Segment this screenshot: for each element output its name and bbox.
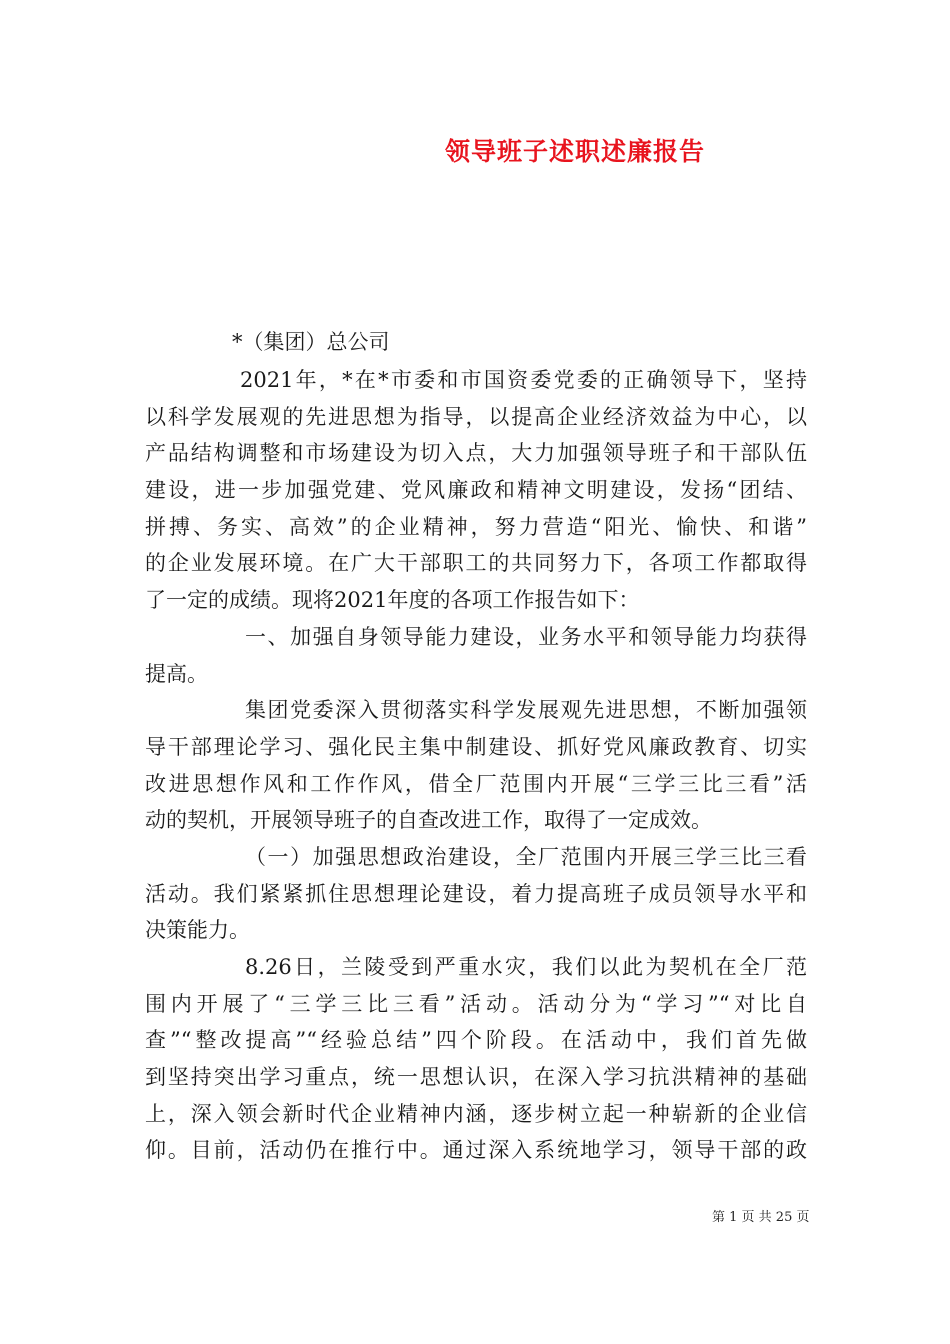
body-line: 产品结构调整和市场建设为切入点，大力加强领导班子和干部队伍	[145, 441, 807, 466]
subsection-heading-line: （一）加强思想政治建设，全厂范围内开展三学三比三看	[245, 844, 807, 869]
body-line: 围内开展了“三学三比三看”活动。活动分为“学习”“对比自	[145, 991, 807, 1016]
document-body	[145, 362, 807, 1169]
body-line: 决策能力。	[145, 918, 250, 943]
body-line: 查”“整改提高”“经验总结”四个阶段。在活动中，我们首先做	[145, 1028, 807, 1053]
page-number: 第 1 页 共 25 页	[712, 1210, 810, 1225]
body-line: 到坚持突出学习重点，统一思想认识，在深入学习抗洪精神的基础	[145, 1065, 807, 1090]
section-heading-line: 提高。	[145, 661, 208, 686]
body-line: 建设，进一步加强党建、党风廉政和精神文明建设，发扬“团结、	[145, 478, 807, 503]
section-heading-line: 一、加强自身领导能力建设，业务水平和领导能力均获得	[245, 624, 807, 649]
body-line: 动的契机，开展领导班子的自查改进工作，取得了一定成效。	[145, 808, 712, 833]
body-line: 导干部理论学习、强化民主集中制建设、抓好党风廉政教育、切实	[145, 734, 807, 759]
body-line: 以科学发展观的先进思想为指导，以提高企业经济效益为中心，以	[145, 404, 807, 429]
body-line: 集团党委深入贯彻落实科学发展观先进思想，不断加强领	[245, 698, 807, 723]
body-line: 的企业发展环境。在广大干部职工的共同努力下，各项工作都取得	[145, 551, 807, 576]
body-line: 活动。我们紧紧抓住思想理论建设，着力提高班子成员领导水平和	[145, 881, 807, 906]
body-line: 8.26日，兰陵受到严重水灾，我们以此为契机在全厂范	[245, 955, 807, 979]
body-line: 了一定的成绩。现将2021年度的各项工作报告如下：	[145, 588, 640, 613]
body-line: 2021年，*在*市委和市国资委党委的正确领导下，坚持	[240, 368, 807, 392]
body-line: 拼搏、务实、高效”的企业精神，努力营造“阳光、愉快、和谐”	[145, 514, 807, 539]
addressee: *（集团）总公司	[232, 330, 390, 354]
body-line: 改进思想作风和工作作风，借全厂范围内开展“三学三比三看”活	[145, 771, 807, 796]
body-line: 仰。目前，活动仍在推行中。通过深入系统地学习，领导干部的政	[145, 1138, 807, 1163]
document-title: 领导班子述职述廉报告	[444, 137, 705, 166]
body-line: 上，深入领会新时代企业精神内涵，逐步树立起一种崭新的企业信	[145, 1101, 807, 1126]
